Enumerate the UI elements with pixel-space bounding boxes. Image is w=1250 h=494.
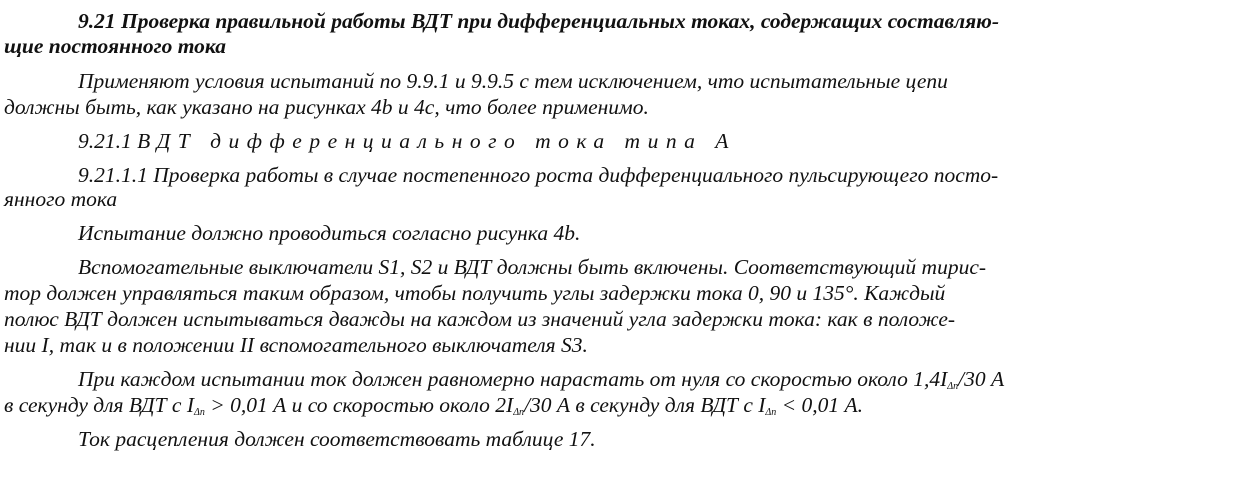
paragraph-3-line-2: тор должен управляться таким образом, чтобы получить углы задержки тока 0, 90 и 135°. Каждый bbox=[4, 281, 946, 305]
paragraph-4-text-d: > 0,01 А и со скоростью около 2I bbox=[204, 393, 514, 417]
paragraph-4-text-a: При каждом испытании ток должен равномерно нарастать от нуля со скоростью около 1,4I bbox=[78, 367, 948, 391]
subsubsection-heading-line-2: янного тока bbox=[4, 187, 118, 211]
paragraph-4-text-f: < 0,01 А. bbox=[776, 393, 864, 417]
paragraph-3-line-4: нии I, так и в положении II вспомогательного выключателя S3. bbox=[4, 333, 588, 357]
delta-n-subscript: Δn bbox=[765, 407, 777, 418]
paragraph-4-text-b: /30 А bbox=[958, 367, 1005, 391]
paragraph-3-line-1: Вспомогательные выключатели S1, S2 и ВДТ должны быть включены. Соответствующий тирис- bbox=[78, 255, 987, 279]
subsection-title: ВДТ дифференциального тока типа А bbox=[137, 129, 736, 153]
paragraph-1-line-1: Применяют условия испытаний по 9.9.1 и 9.9.5 с тем исключением, что испытательные цепи bbox=[78, 69, 948, 93]
paragraph-4-text-e: /30 А в секунду для ВДТ с I bbox=[524, 393, 766, 417]
subsubsection-heading-line-1: 9.21.1.1 Проверка работы в случае постепенного роста дифференциального пульсирующего посто- bbox=[78, 163, 999, 187]
paragraph-4-text-c: в секунду для ВДТ с I bbox=[4, 393, 194, 417]
subsection-heading bbox=[78, 131, 736, 153]
subsection-number: 9.21.1 bbox=[78, 129, 132, 153]
paragraph-5: Ток расцепления должен соответствовать таблице 17. bbox=[78, 427, 596, 451]
paragraph-1-line-2: должны быть, как указано на рисунках 4b и 4c, что более применимо. bbox=[4, 95, 649, 119]
section-heading-line-2: щие постоянного тока bbox=[4, 34, 227, 58]
delta-n-subscript: Δn bbox=[513, 407, 525, 418]
section-heading-line-1: 9.21 Проверка правильной работы ВДТ при дифференциальных токах, содержащих составляю- bbox=[78, 9, 1000, 33]
paragraph-4-line-2 bbox=[4, 395, 863, 417]
paragraph-4-line-1 bbox=[78, 369, 1004, 391]
paragraph-2: Испытание должно проводиться согласно рисунка 4b. bbox=[78, 221, 581, 245]
delta-n-subscript: Δn bbox=[193, 407, 205, 418]
delta-n-subscript: Δn bbox=[947, 381, 959, 392]
paragraph-3-line-3: полюс ВДТ должен испытываться дважды на каждом из значений угла задержки тока: как в положе- bbox=[4, 307, 956, 331]
